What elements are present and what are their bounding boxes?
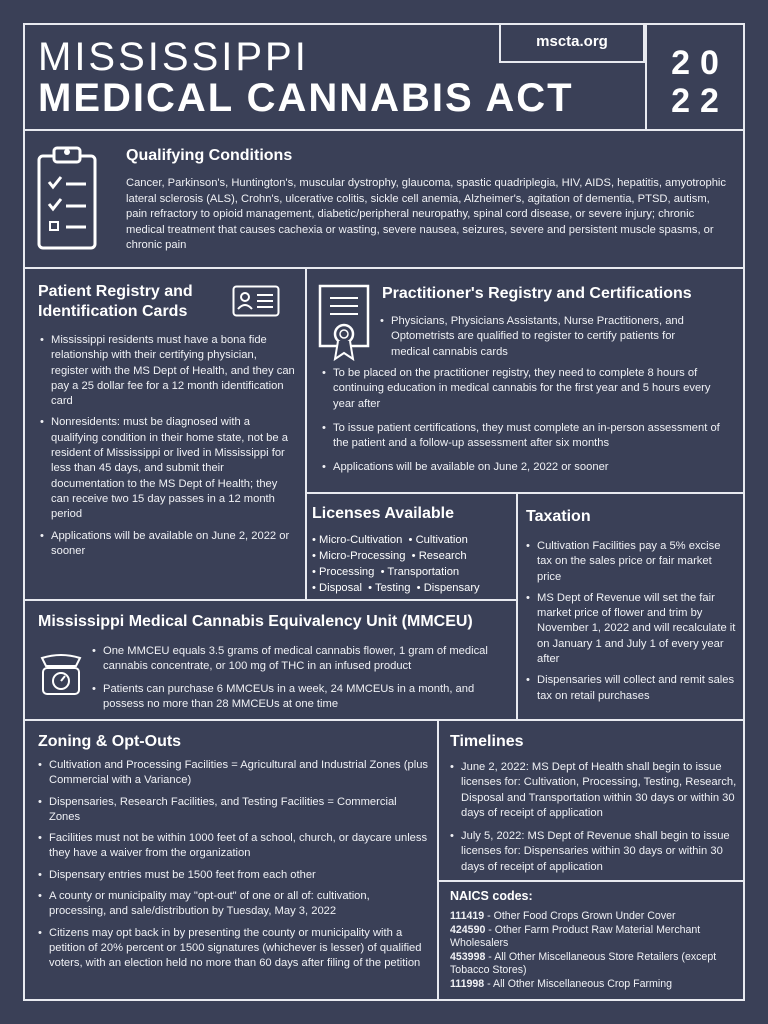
zoning-item-3: • Facilities must not be within 1000 feet of a school, church, or daycare unless they have a waiver from the organization: [38, 831, 430, 862]
patient-item-2: • Nonresidents: must be diagnosed with a qualifying condition in their home state, not be a resident of Mississippi or lived in Mississippi for less than 45 days, and submit their documentation to the MS Dept of Health; they can receive two 15 day passes in a 12 month period: [40, 415, 296, 522]
naics-row: 453998 - All Other Miscellaneous Store Retailers (except Tobacco Stores): [450, 950, 717, 976]
mmceu-item-1: • One MMCEU equals 3.5 grams of medical cannabis flower, 1 gram of medical cannabis concentrate, or 100 mg of THC in an infused product: [92, 644, 510, 675]
patient-item-1: • Mississippi residents must have a bona fide relationship with their certifying physician, register with the MS Dept of Health, and they can pay a 25 dollar fee for a 12 month identification card: [40, 333, 296, 409]
zoning-title: Zoning & Opt-Outs: [38, 733, 182, 750]
taxation-item-3: • Dispensaries will collect and remit sales tax on retail purchases: [526, 673, 738, 704]
taxation-item-2: • MS Dept of Revenue will set the fair market price of flower and trim by November 1, 2022 and will recalculate it on January 1 and July 1 of every year after: [526, 591, 738, 667]
license-item: • Micro-Processing: [312, 550, 406, 562]
qualifying-title: Qualifying Conditions: [126, 147, 293, 164]
naics-row: 111419 - Other Food Crops Grown Under Cover: [450, 910, 676, 922]
timelines-title: Timelines: [450, 733, 524, 750]
license-item: • Processing: [312, 566, 375, 578]
patient-list: [40, 333, 296, 565]
year-divider: [645, 23, 647, 130]
practitioner-item-2: • To be placed on the practitioner registry, they need to complete 8 hours of continuing education in medical cannabis for the first year and 5 hours every year after: [322, 366, 734, 412]
year-bottom: 22: [671, 82, 729, 120]
licenses-section: [312, 504, 512, 596]
license-item: • Research: [408, 550, 467, 562]
clipboard-checklist-icon: [36, 142, 98, 254]
practitioner-item-3: • To issue patient certifications, they must complete an in-person assessment of the patient and a follow-up assessment after six months: [322, 421, 734, 452]
id-card-icon: [232, 285, 280, 317]
certificate-icon: [318, 284, 370, 364]
mmceu-title: Mississippi Medical Cannabis Equivalency Unit (MMCEU): [38, 613, 473, 630]
title-line-2: MEDICAL CANNABIS ACT: [38, 76, 574, 120]
divider-practitioner-bottom: [305, 492, 745, 494]
zoning-item-1: • Cultivation and Processing Facilities = Agricultural and Industrial Zones (plus Commercial with a Variance): [38, 758, 430, 789]
timelines-section: [450, 732, 738, 881]
license-item: • Cultivation: [405, 534, 468, 546]
patient-section-header: [38, 282, 224, 322]
patient-title: Patient Registry and Identification Cards: [38, 283, 193, 320]
patient-item-3: • Applications will be available on June 2, 2022 or sooner: [40, 529, 296, 560]
divider-mmceu-top: [23, 599, 518, 601]
zoning-item-2: • Dispensaries, Research Facilities, and Testing Facilities = Commercial Zones: [38, 795, 430, 826]
naics-section: [450, 888, 738, 991]
naics-row: 424590 - Other Farm Product Raw Material Merchant Wholesalers: [450, 923, 701, 949]
license-item: • Transportation: [377, 566, 460, 578]
zoning-item-6: • Citizens may opt back in by presenting the county or municipality with a petition of 20% percent or 1500 signatures (whichever is lesser) of qualified voters, with an election held no more than 60 days after filing of the petition: [38, 926, 430, 972]
zoning-item-5: • A county or municipality may "opt-out" of one or all of: cultivation, processing, and sale/distribution by Tuesday, May 3, 2022: [38, 889, 430, 920]
timelines-item-2: • July 5, 2022: MS Dept of Revenue shall begin to issue licenses for: Dispensaries within 30 days or within 30 days of receipt of application: [450, 829, 738, 875]
year-label: [660, 44, 740, 120]
licenses-title: Licenses Available: [312, 505, 454, 522]
practitioner-title: Practitioner's Registry and Certifications: [382, 285, 692, 302]
practitioner-item-4: • Applications will be available on June 2, 2022 or sooner: [322, 460, 734, 475]
mmceu-list: [92, 644, 510, 718]
timelines-item-1: • June 2, 2022: MS Dept of Health shall begin to issue licenses for: Cultivation, Processing, Testing, Research, Disposal and Transportation within 30 days or within 30 days of receipt of application: [450, 760, 738, 821]
license-item: • Disposal: [312, 582, 362, 594]
naics-row: 111998 - All Other Miscellaneous Crop Farming: [450, 977, 672, 990]
practitioner-section-header: [382, 284, 738, 304]
license-item: • Micro-Cultivation: [312, 534, 403, 546]
naics-title: NAICS codes:: [450, 889, 533, 903]
practitioner-item-1: • Physicians, Physicians Assistants, Nurse Practitioners, and Optometrists are qualified to register to certify patients for medical cannabis cards: [380, 314, 710, 360]
website-link[interactable]: mscta.org: [499, 23, 645, 63]
taxation-title: Taxation: [526, 508, 591, 525]
mmceu-section-header: [38, 612, 513, 632]
scale-icon: [38, 652, 84, 696]
practitioner-list-top: [380, 314, 710, 366]
divider-patient-right: [305, 267, 307, 600]
mmceu-item-2: • Patients can purchase 6 MMCEUs in a week, 24 MMCEUs in a month, and possess no more than 28 MMCEUs at one time: [92, 682, 510, 713]
zoning-item-4: • Dispensary entries must be 1500 feet from each other: [38, 868, 430, 883]
qualifying-text: Cancer, Parkinson's, Huntington's, muscular dystrophy, glaucoma, spastic quadriplegia, HIV, AIDS, hepatitis, amyotrophic lateral sclerosis (ALS), Crohn's, ulcerative colitis, sickle cell anemia, Alzheimer's, agitation of dementia, PTSD, autism, pain refractory to opioid management, diabetic/peripheral neuropathy, spinal cord disease, or severe injury; chronic medical treatment that causes cachexia or wasting, severe nausea, seizures, severe and persistent muscle spasms, or chronic pain: [126, 177, 726, 251]
divider-licenses-right: [516, 492, 518, 720]
license-item: • Testing: [365, 582, 411, 594]
divider-qualifying: [23, 267, 745, 269]
zoning-section: [38, 732, 430, 978]
title-line-1: MISSISSIPPI: [38, 35, 309, 79]
taxation-item-1: • Cultivation Facilities pay a 5% excise tax on the sales price or fair market price: [526, 539, 738, 585]
license-item: • Dispensary: [413, 582, 480, 594]
year-top: 20: [671, 44, 729, 82]
qualifying-section: [126, 146, 734, 254]
practitioner-list-bottom: [322, 366, 734, 482]
taxation-section: [526, 507, 738, 710]
divider-zoning-right: [437, 719, 439, 1001]
divider-mmceu-bottom: [23, 719, 745, 721]
divider-header: [23, 129, 745, 131]
